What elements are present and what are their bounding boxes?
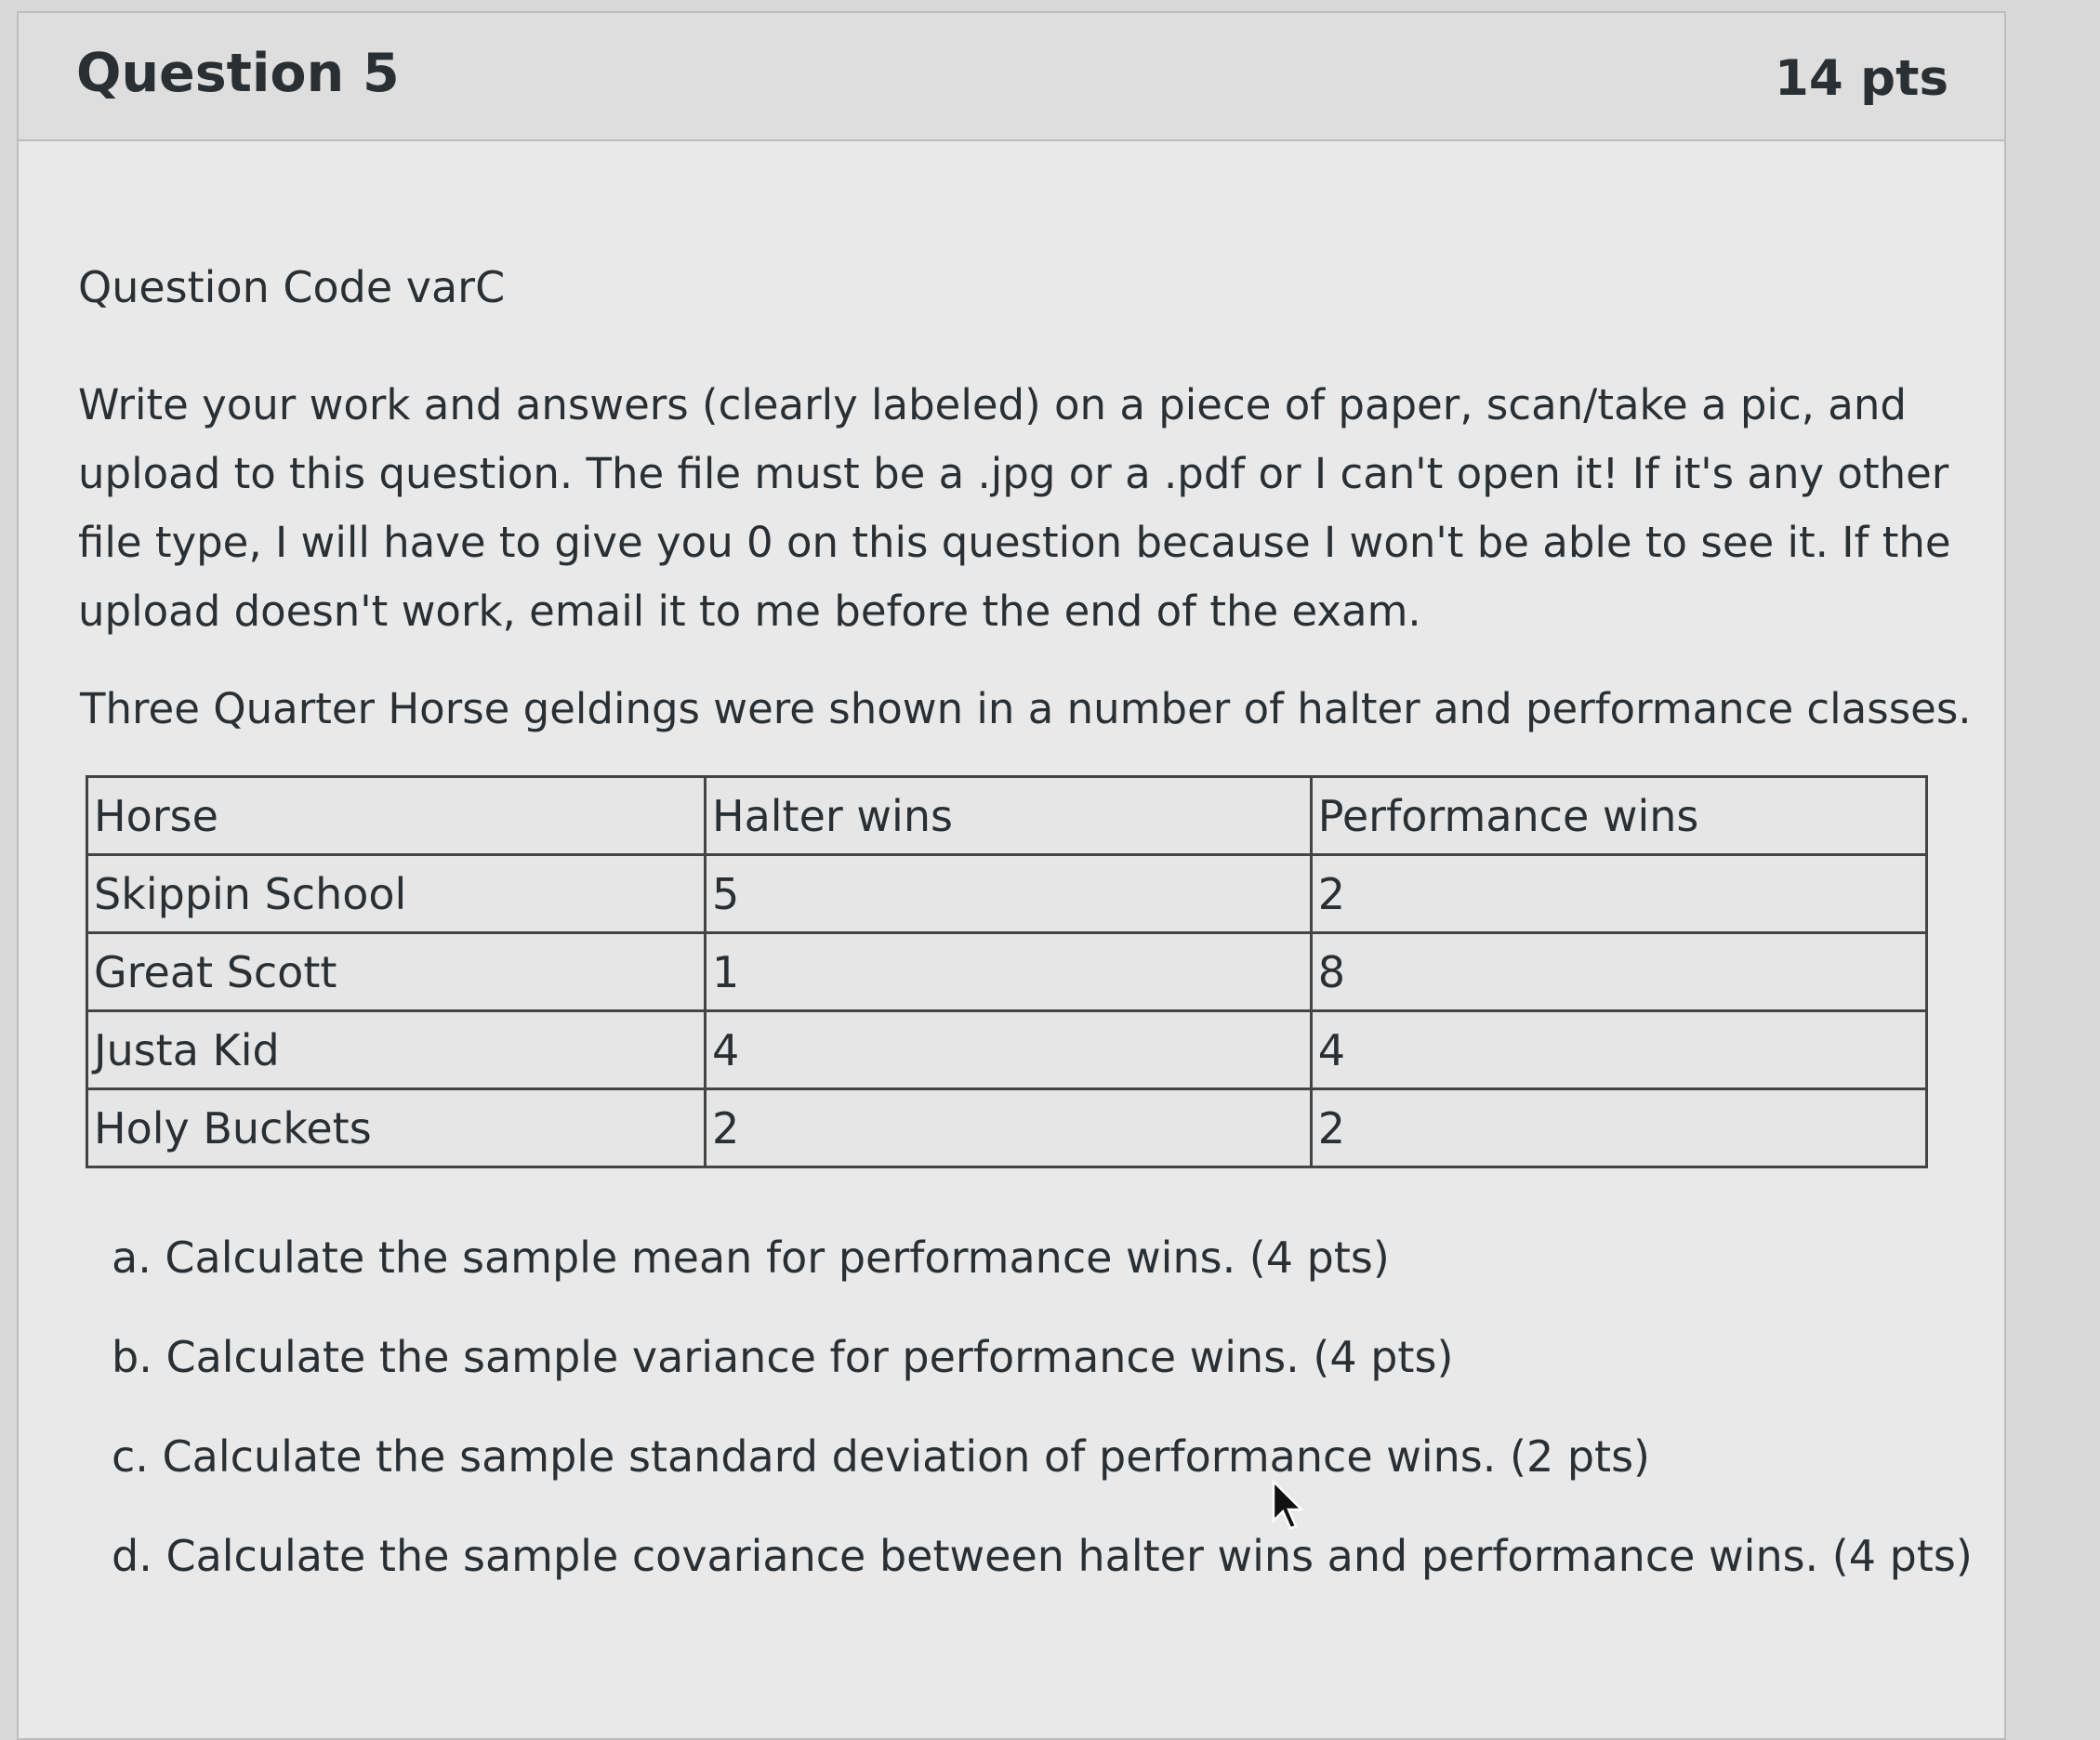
table-row: [87, 933, 1927, 1011]
part-b: b. Calculate the sample variance for performance wins. (4 pts): [112, 1332, 1454, 1382]
question-parts-list: [112, 1232, 1973, 1630]
table-row: [87, 1089, 1927, 1167]
performance-wins-cell: 4: [1311, 1011, 1926, 1089]
halter-wins-cell: 5: [705, 855, 1311, 933]
halter-wins-cell: 1: [705, 933, 1311, 1011]
table-row: [87, 855, 1927, 933]
performance-wins-cell: 2: [1311, 1089, 1926, 1167]
instructions-text: Write your work and answers (clearly labeled) on a piece of paper, scan/take a pic, and upload to this question. The file must be a .jpg or a .pdf or I can't open it! If it's any other file type, I will have to give you 0 on this question because I won't be able to see it. If the upload doesn't work, email it to me before the end of the exam.: [78, 380, 1951, 636]
column-header-halter-wins: Halter wins: [705, 777, 1311, 855]
halter-wins-cell: 2: [705, 1089, 1311, 1167]
mouse-pointer-icon: [1270, 1480, 1307, 1532]
performance-wins-cell: 2: [1311, 855, 1926, 933]
question-header: [19, 13, 2004, 141]
question-card: [17, 11, 2006, 1740]
horse-name-cell: Justa Kid: [87, 1011, 706, 1089]
horse-name-cell: Great Scott: [87, 933, 706, 1011]
table-header-row: [87, 777, 1927, 855]
question-title: Question 5: [76, 43, 400, 104]
horse-name-cell: Skippin School: [87, 855, 706, 933]
horse-name-cell: Holy Buckets: [87, 1089, 706, 1167]
part-a: a. Calculate the sample mean for performance wins. (4 pts): [112, 1232, 1390, 1283]
question-code: Question Code varC: [78, 262, 506, 312]
part-d: d. Calculate the sample covariance between halter wins and performance wins. (4 pts): [112, 1531, 1973, 1581]
column-header-horse: Horse: [87, 777, 706, 855]
performance-wins-cell: 8: [1311, 933, 1926, 1011]
halter-wins-cell: 4: [705, 1011, 1311, 1089]
part-c: c. Calculate the sample standard deviation of performance wins. (2 pts): [112, 1431, 1650, 1482]
question-points: 14 pts: [1774, 50, 1948, 107]
horse-wins-table: [86, 775, 1928, 1168]
column-header-performance-wins: Performance wins: [1311, 777, 1926, 855]
table-row: [87, 1011, 1927, 1089]
intro-text: Three Quarter Horse geldings were shown in a number of halter and performance classes.: [80, 684, 1972, 733]
